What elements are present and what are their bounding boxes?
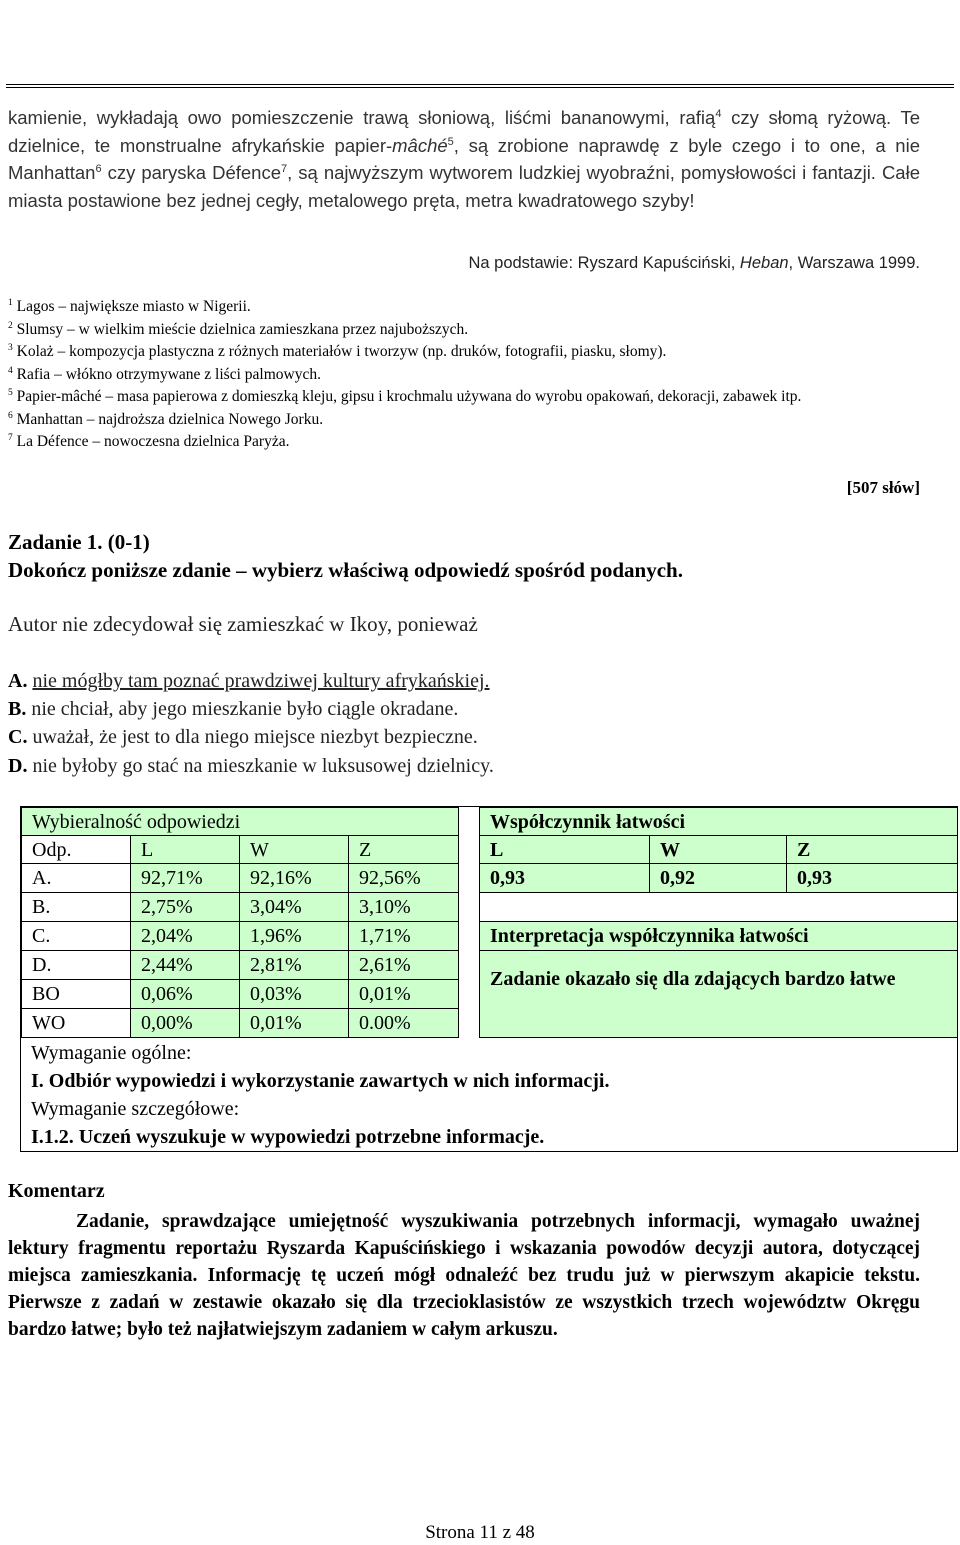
header-subtitle: analiza poziomu opanowania umiejętności uczniowskich sprawdzanych poprzez zadania — [135, 52, 825, 73]
header-exam: Egzamin gimnazjalny 2014 – JĘZYK POLSKI — [280, 24, 680, 46]
word-count: [507 słów] — [846, 478, 920, 497]
answer-option-d: D. nie byłoby go stać na mieszkanie w luksusowej dzielnicy. — [8, 755, 494, 777]
col-header-w: W — [239, 835, 349, 864]
footnote: $^2$ Slumsy – w wielkim mieście dzielnica zamieszkana przez najuboższych. — [8, 320, 469, 338]
coef-header-l: L — [479, 835, 650, 864]
comment-title: Komentarz — [8, 1180, 105, 1202]
statistics-table — [20, 806, 958, 1152]
interpretation-title: Interpretacja współczynnika łatwości — [479, 921, 958, 951]
row-value: 92,56% — [348, 863, 459, 893]
answer-option-b: B. nie chciał, aby jego mieszkanie było ciągle okradane. — [8, 698, 459, 720]
col-header-l: L — [130, 835, 240, 864]
row-value: 2,61% — [348, 950, 459, 980]
row-value: 0,01% — [239, 1008, 349, 1038]
header-rule-top — [6, 84, 954, 85]
coef-header-w: W — [649, 835, 787, 864]
general-requirement-value: I. Odbiór wypowiedzi i wykorzystanie zawartych w nich informacji. — [31, 1070, 610, 1092]
row-label: C. — [21, 921, 131, 951]
row-value: 0.00% — [348, 1008, 459, 1038]
row-value: 0,00% — [130, 1008, 240, 1038]
task-title: Zadanie 1. (0-1) — [8, 530, 150, 554]
answer-option-c: C. uważał, że jest to dla niego miejsce niezbyt bezpieczne. — [8, 726, 478, 748]
footnote: $^6$ Manhattan – najdroższa dzielnica Nowego Jorku. — [8, 410, 324, 428]
task-stem: Autor nie zdecydował się zamieszkać w Ikoy, ponieważ — [8, 612, 478, 636]
row-value: 2,44% — [130, 950, 240, 980]
row-value: 1,96% — [239, 921, 349, 951]
coef-value-w: 0,92 — [649, 863, 787, 893]
detailed-requirement-label: Wymaganie szczegółowe: — [31, 1098, 240, 1120]
coef-value-l: 0,93 — [479, 863, 650, 893]
row-value: 1,71% — [348, 921, 459, 951]
comment-body: Zadanie, sprawdzające umiejętność wyszukiwania potrzebnych informacji, wymagało uważnej lektury fragmentu reportażu Ryszarda Kapuścińskiego i wskazania powodów decyzji autora, dotyczącej miejsca zamieszkania. Informację tę uczeń mógł odnaleźć bez trudu już w pierwszym akapicie tekstu. Pierwsze z zadań w zestawie okazało się dla trzecioklasistów ze wszystkich trzech województw Okręgu bardzo łatwe; było też najłatwiejszym zadaniem w całym arkuszu. — [8, 1211, 920, 1340]
task-instruction: Dokończ poniższe zdanie – wybierz właściwą odpowiedź spośród podanych. — [8, 558, 683, 582]
interpretation-text: Zadanie okazało się dla zdających bardzo łatwe — [479, 950, 958, 1038]
row-value: 2,04% — [130, 921, 240, 951]
footnote: $^5$ Papier-mâché – masa papierowa z domieszką kleju, gipsu i krochmalu używana do wyrobu opakowań, dekoracji, zabawek itp. — [8, 387, 802, 405]
footnote: $^3$ Kolaż – kompozycja plastyczna z różnych materiałów i tworzyw (np. druków, fotografii, piasku, słomy). — [8, 342, 667, 360]
passage-text: kamienie, wykładają owo pomieszczenie trawą słoniową, liśćmi bananowymi, rafią$^4$ czy słomą ryżową. Te dzielnice, te monstrualne afrykańskie papier-mâché$^5$, są zrobione naprawdę z byle czego i to one, a nie Manhattan$^6$ czy paryska Défence$^7$, są najwyższym wytworem ludzkiej wyobraźni, pomysłowości i fantazji. Całe miasta postawione bez jednej cegły, metalowego pręta, metra kwadratowego szyby! — [8, 107, 920, 211]
header-institution: Okręgowa Komisja Egzaminacyjna w Poznaniu — [276, 0, 684, 22]
coef-header-z: Z — [786, 835, 958, 864]
col-header-odp: Odp. — [21, 835, 131, 864]
coef-value-z: 0,93 — [786, 863, 958, 893]
row-value: 3,10% — [348, 892, 459, 922]
selection-title: Wybieralność odpowiedzi — [21, 807, 459, 836]
row-value: 0,01% — [348, 979, 459, 1009]
answer-option-a: A. nie mógłby tam poznać prawdziwej kultury afrykańskiej. — [8, 670, 490, 692]
page-number: Strona 11 z 48 — [425, 1522, 535, 1543]
row-label: A. — [21, 863, 131, 893]
row-value: 2,75% — [130, 892, 240, 922]
footnotes — [8, 296, 920, 454]
header-rule-bottom — [6, 87, 954, 88]
row-label: BO — [21, 979, 131, 1009]
passage-source: Na podstawie: Ryszard Kapuściński, Heban, Warszawa 1999. — [468, 254, 920, 272]
footnote: $^1$ Lagos – największe miasto w Nigerii. — [8, 297, 251, 315]
row-value: 0,06% — [130, 979, 240, 1009]
row-label: D. — [21, 950, 131, 980]
coefficient-title: Współczynnik łatwości — [479, 807, 958, 836]
row-value: 2,81% — [239, 950, 349, 980]
spacer-cell — [479, 892, 958, 922]
row-value: 92,16% — [239, 863, 349, 893]
row-value: 3,04% — [239, 892, 349, 922]
row-label: B. — [21, 892, 131, 922]
general-requirement-label: Wymaganie ogólne: — [31, 1042, 192, 1064]
col-header-z: Z — [348, 835, 459, 864]
footnote: $^7$ La Défence – nowoczesna dzielnica Paryża. — [8, 432, 290, 450]
row-label: WO — [21, 1008, 131, 1038]
row-value: 92,71% — [130, 863, 240, 893]
row-value: 0,03% — [239, 979, 349, 1009]
footnote: $^4$ Rafia – włókno otrzymywane z liści palmowych. — [8, 365, 321, 383]
detailed-requirement-value: I.1.2. Uczeń wyszukuje w wypowiedzi potrzebne informacje. — [31, 1126, 545, 1148]
